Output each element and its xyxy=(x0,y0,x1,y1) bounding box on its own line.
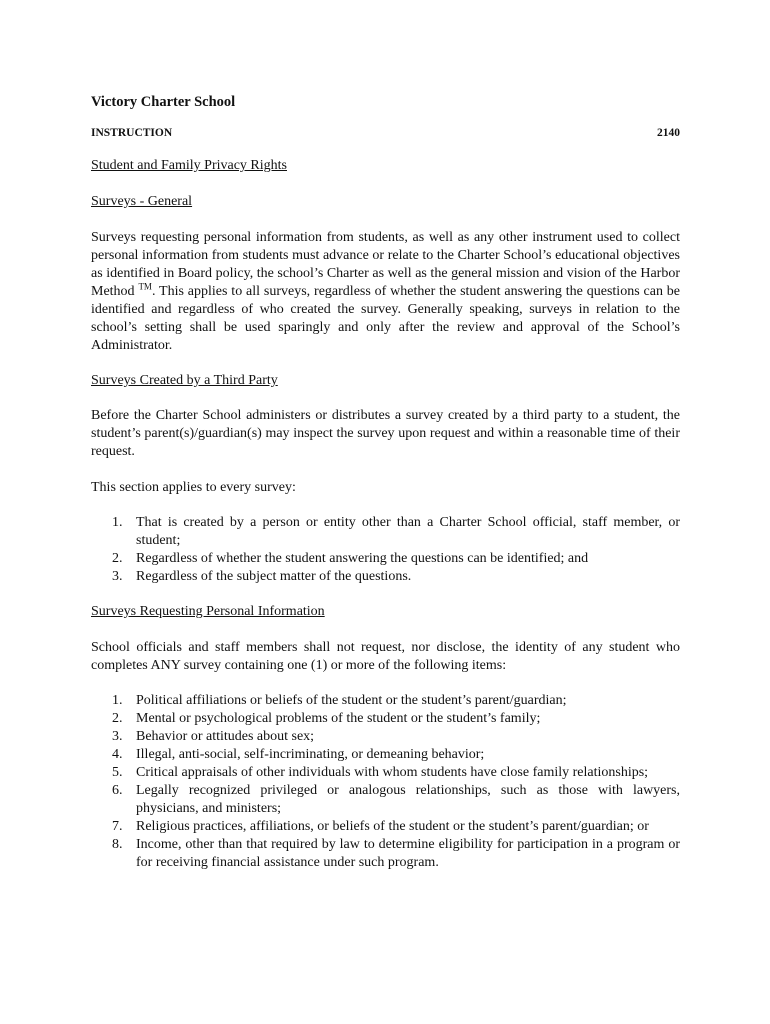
paragraph-personal-information: School officials and staff members shall not request, nor disclose, the identity of any student who completes ANY survey containing one (1) or more of the following items: xyxy=(91,640,680,673)
list-item: 2. Regardless of whether the student answering the questions can be identified; and xyxy=(112,551,589,566)
list-item: 7. Religious practices, affiliations, or beliefs of the student or the student’s parent/guardian; or xyxy=(112,819,649,834)
list-item: 8. Income, other than that required by law to determine eligibility for participation in a program or for receiving financial assistance under such program. xyxy=(112,837,680,870)
heading-personal-information: Surveys Requesting Personal Information xyxy=(91,604,325,619)
section-label: INSTRUCTION xyxy=(91,127,173,139)
paragraph-surveys-general xyxy=(91,229,680,355)
general-text-part1: Surveys requesting personal information from students, as well as any other instrument used to collect personal information from students must advance or relate to the Charter School’s educational objectives as identified in Board policy, the school’s Charter as well as the general mission and vision of the Harbor Method xyxy=(91,230,680,299)
list-item: 1. That is created by a person or entity other than a Charter School official, staff member, or student; xyxy=(112,515,680,548)
list-item: 2. Mental or psychological problems of the student or the student’s family; xyxy=(112,711,541,726)
list-item: 3. Behavior or attitudes about sex; xyxy=(112,729,315,744)
list-personal-information xyxy=(91,692,680,872)
trademark-mark: TM xyxy=(138,281,152,292)
paragraph-applies: This section applies to every survey: xyxy=(91,480,296,495)
paragraph-third-party: Before the Charter School administers or distributes a survey created by a third party to a student, the student’s parent(s)/guardian(s) may inspect the survey upon request and within a reasonable time of their request. xyxy=(91,408,680,459)
school-name: Victory Charter School xyxy=(91,94,236,110)
list-item: 3. Regardless of the subject matter of the questions. xyxy=(112,569,412,584)
heading-surveys-general: Surveys - General xyxy=(91,194,193,209)
policy-code: 2140 xyxy=(657,127,680,139)
list-third-party xyxy=(91,514,680,586)
document-title: Student and Family Privacy Rights xyxy=(91,158,287,173)
list-item: 4. Illegal, anti-social, self-incriminating, or demeaning behavior; xyxy=(112,747,485,762)
heading-third-party: Surveys Created by a Third Party xyxy=(91,373,278,388)
list-item: 5. Critical appraisals of other individuals with whom students have close family relationships; xyxy=(112,765,649,780)
list-item: 1. Political affiliations or beliefs of the student or the student’s parent/guardian; xyxy=(112,693,567,708)
general-text-part2: . This applies to all surveys, regardless of whether the student answering the questions can be identified and regardless of who created the survey. Generally speaking, surveys in relation to the school’s setting shall be used sparingly and only after the review and approval of the School’s Administrator. xyxy=(91,284,681,353)
policy-header-row xyxy=(91,127,680,139)
list-item: 6. Legally recognized privileged or analogous relationships, such as those with lawyers, physicians, and ministers; xyxy=(112,783,680,816)
